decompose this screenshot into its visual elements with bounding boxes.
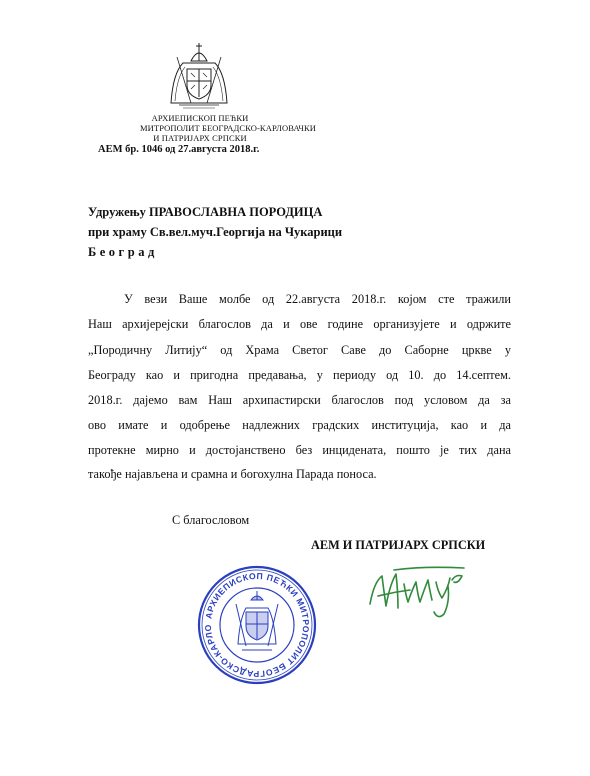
body-line: такође најављена и срамна и богохулна Парада поноса. [88, 467, 377, 481]
body-line: протекне мирно и достојанствено без инцидената, пошто је тих дана [88, 443, 511, 457]
body-line: ово имате и одобрење надлежних градских институција, као и да [88, 418, 511, 432]
closing-greeting: С благословом [172, 513, 250, 527]
handwritten-signature [364, 562, 474, 620]
addressee-city: Београд [88, 245, 158, 259]
signatory-title: АЕМ И ПАТРИЈАРХ СРПСКИ [311, 538, 486, 552]
coat-of-arms-icon [163, 43, 235, 111]
body-line: „Породичну Литију“ од Храма Светог Саве до Саборне цркве у [88, 343, 511, 357]
letterhead-line: МИТРОПОЛИТ БЕОГРАДСКО-КАРЛОВАЧКИ [140, 123, 317, 133]
letterhead-line: И ПАТРИЈАРХ СРПСКИ [153, 133, 247, 143]
document-reference: АЕМ бр. 1046 од 27.августа 2018.г. [98, 144, 260, 155]
official-stamp [196, 564, 318, 686]
letterhead-line: АРХИЕПИСКОП ПЕЋКИ [151, 113, 249, 123]
addressee-line: Удружењу ПРАВОСЛАВНА ПОРОДИЦА [88, 205, 323, 219]
svg-text:АРХИЕПИСКОП ПЕЋКИ МИТРОПОЛИТ Б: АРХИЕПИСКОП ПЕЋКИ МИТРОПОЛИТ БЕОГРАДСКО-КАРЛО [202, 570, 312, 680]
body-line: Београду као и пригодна предавања, у периоду од 10. до 14.септем. [88, 368, 511, 382]
addressee-line: при храму Св.вел.муч.Георгија на Чукарици [88, 225, 343, 239]
body-line: 2018.г. дајемо вам Наш архипастирски благослов под условом да за [88, 393, 511, 407]
body-line: Наш архијерејски благослов да и ове године организујете и одржите [88, 317, 511, 331]
body-line: У вези Ваше молбе од 22.августа 2018.г. којом сте тражили [124, 292, 511, 306]
